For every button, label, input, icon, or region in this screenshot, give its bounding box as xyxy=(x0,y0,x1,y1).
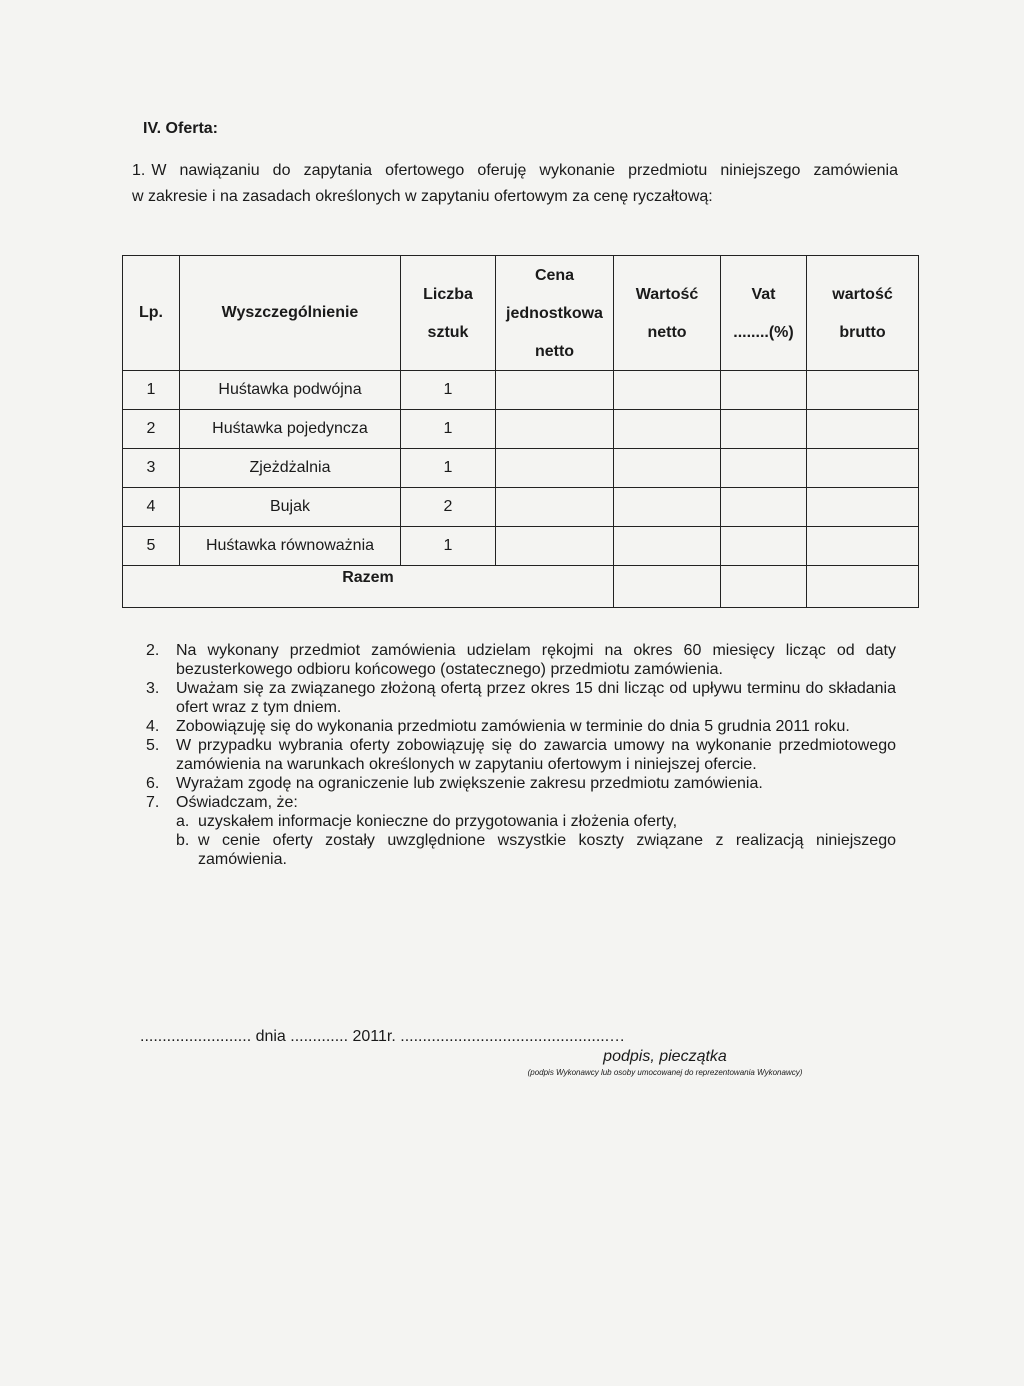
cell-vat[interactable] xyxy=(721,371,807,410)
table-row xyxy=(123,410,919,449)
cell-lp: 2 xyxy=(123,410,180,449)
list-item: 6. Wyrażam zgodę na ograniczenie lub zwiększenie zakresu przedmiotu zamówienia. xyxy=(146,775,763,792)
section-title: IV. Oferta: xyxy=(143,120,218,137)
total-net-value[interactable] xyxy=(614,566,721,608)
total-label: Razem xyxy=(123,566,614,608)
cell-qty: 1 xyxy=(401,410,496,449)
cell-unit-price[interactable] xyxy=(496,410,614,449)
list-item: 3. Uważam się za związanego złożoną ofertą przez okres 15 dni licząc od upływu terminu do składania ofert wraz z tym dniem. xyxy=(146,680,896,716)
cell-gross-value[interactable] xyxy=(807,410,919,449)
cell-qty: 1 xyxy=(401,449,496,488)
cell-name: Huśtawka podwójna xyxy=(180,371,401,410)
list-item: 5. W przypadku wybrania oferty zobowiązuję się do zawarcia umowy na wykonanie przedmiotowego zamówienia na warunkach określonych w zapytaniu ofertowym i niniejszej ofercie. xyxy=(146,737,896,773)
table-header-row xyxy=(123,256,919,371)
header-net-value: Wartość netto xyxy=(614,256,721,371)
cell-lp: 4 xyxy=(123,488,180,527)
cell-unit-price[interactable] xyxy=(496,488,614,527)
intro-number: 1. xyxy=(132,162,146,179)
cell-vat[interactable] xyxy=(721,449,807,488)
cell-unit-price[interactable] xyxy=(496,371,614,410)
cell-net-value[interactable] xyxy=(614,527,721,566)
table-row xyxy=(123,488,919,527)
table-total-row xyxy=(123,566,919,608)
total-gross-value[interactable] xyxy=(807,566,919,608)
signature-caption xyxy=(490,1048,840,1077)
cell-name: Bujak xyxy=(180,488,401,527)
cell-net-value[interactable] xyxy=(614,449,721,488)
header-quantity: Liczba sztuk xyxy=(401,256,496,371)
header-lp: Lp. xyxy=(123,256,180,371)
signature-label: podpis, pieczątka xyxy=(603,1048,727,1065)
cell-net-value[interactable] xyxy=(614,488,721,527)
list-subitem: a. uzyskałem informacje konieczne do przygotowania i złożenia oferty, xyxy=(176,813,678,830)
cell-name: Huśtawka pojedyncza xyxy=(180,410,401,449)
cell-lp: 3 xyxy=(123,449,180,488)
cell-gross-value[interactable] xyxy=(807,449,919,488)
cell-qty: 1 xyxy=(401,371,496,410)
intro-line-2: w zakresie i na zasadach określonych w zapytaniu ofertowym za cenę ryczałtową: xyxy=(132,188,713,205)
terms-list xyxy=(140,641,896,869)
intro-paragraph xyxy=(132,158,898,210)
cell-qty: 2 xyxy=(401,488,496,527)
header-unit-price: Cena jednostkowa netto xyxy=(496,256,614,371)
cell-vat[interactable] xyxy=(721,488,807,527)
list-subitem: b. w cenie oferty zostały uwzględnione wszystkie koszty związane z realizacją niniejszego zamówienia. xyxy=(176,832,896,868)
table-row xyxy=(123,371,919,410)
cell-net-value[interactable] xyxy=(614,371,721,410)
list-item: 7. Oświadczam, że: xyxy=(146,794,298,811)
cell-gross-value[interactable] xyxy=(807,527,919,566)
cell-gross-value[interactable] xyxy=(807,371,919,410)
table-row xyxy=(123,449,919,488)
signature-line: ......................... dnia ............. 2011r. ...............................................… xyxy=(140,1028,626,1045)
table-row xyxy=(123,527,919,566)
cell-lp: 5 xyxy=(123,527,180,566)
cell-qty: 1 xyxy=(401,527,496,566)
intro-line-1: 1. W nawiązaniu do zapytania ofertowego oferuję wykonanie przedmiotu niniejszego zamówienia xyxy=(132,162,898,179)
cell-name: Huśtawka równoważnia xyxy=(180,527,401,566)
header-vat: Vat ........(%) xyxy=(721,256,807,371)
cell-unit-price[interactable] xyxy=(496,449,614,488)
cell-name: Zjeżdżalnia xyxy=(180,449,401,488)
signature-note: (podpis Wykonawcy lub osoby umocowanej do reprezentowania Wykonawcy) xyxy=(527,1068,803,1077)
cell-net-value[interactable] xyxy=(614,410,721,449)
cell-unit-price[interactable] xyxy=(496,527,614,566)
total-vat[interactable] xyxy=(721,566,807,608)
header-gross-value: wartość brutto xyxy=(807,256,919,371)
cell-vat[interactable] xyxy=(721,527,807,566)
header-name: Wyszczególnienie xyxy=(180,256,401,371)
cell-vat[interactable] xyxy=(721,410,807,449)
list-item: 2. Na wykonany przedmiot zamówienia udzielam rękojmi na okres 60 miesięcy licząc od daty bezusterkowego odbioru końcowego (ostatecznego) przedmiotu zamówienia. xyxy=(146,642,896,678)
list-item: 4. Zobowiązuję się do wykonania przedmiotu zamówienia w terminie do dnia 5 grudnia 2011 roku. xyxy=(146,718,850,735)
offer-table xyxy=(122,255,919,608)
cell-lp: 1 xyxy=(123,371,180,410)
cell-gross-value[interactable] xyxy=(807,488,919,527)
